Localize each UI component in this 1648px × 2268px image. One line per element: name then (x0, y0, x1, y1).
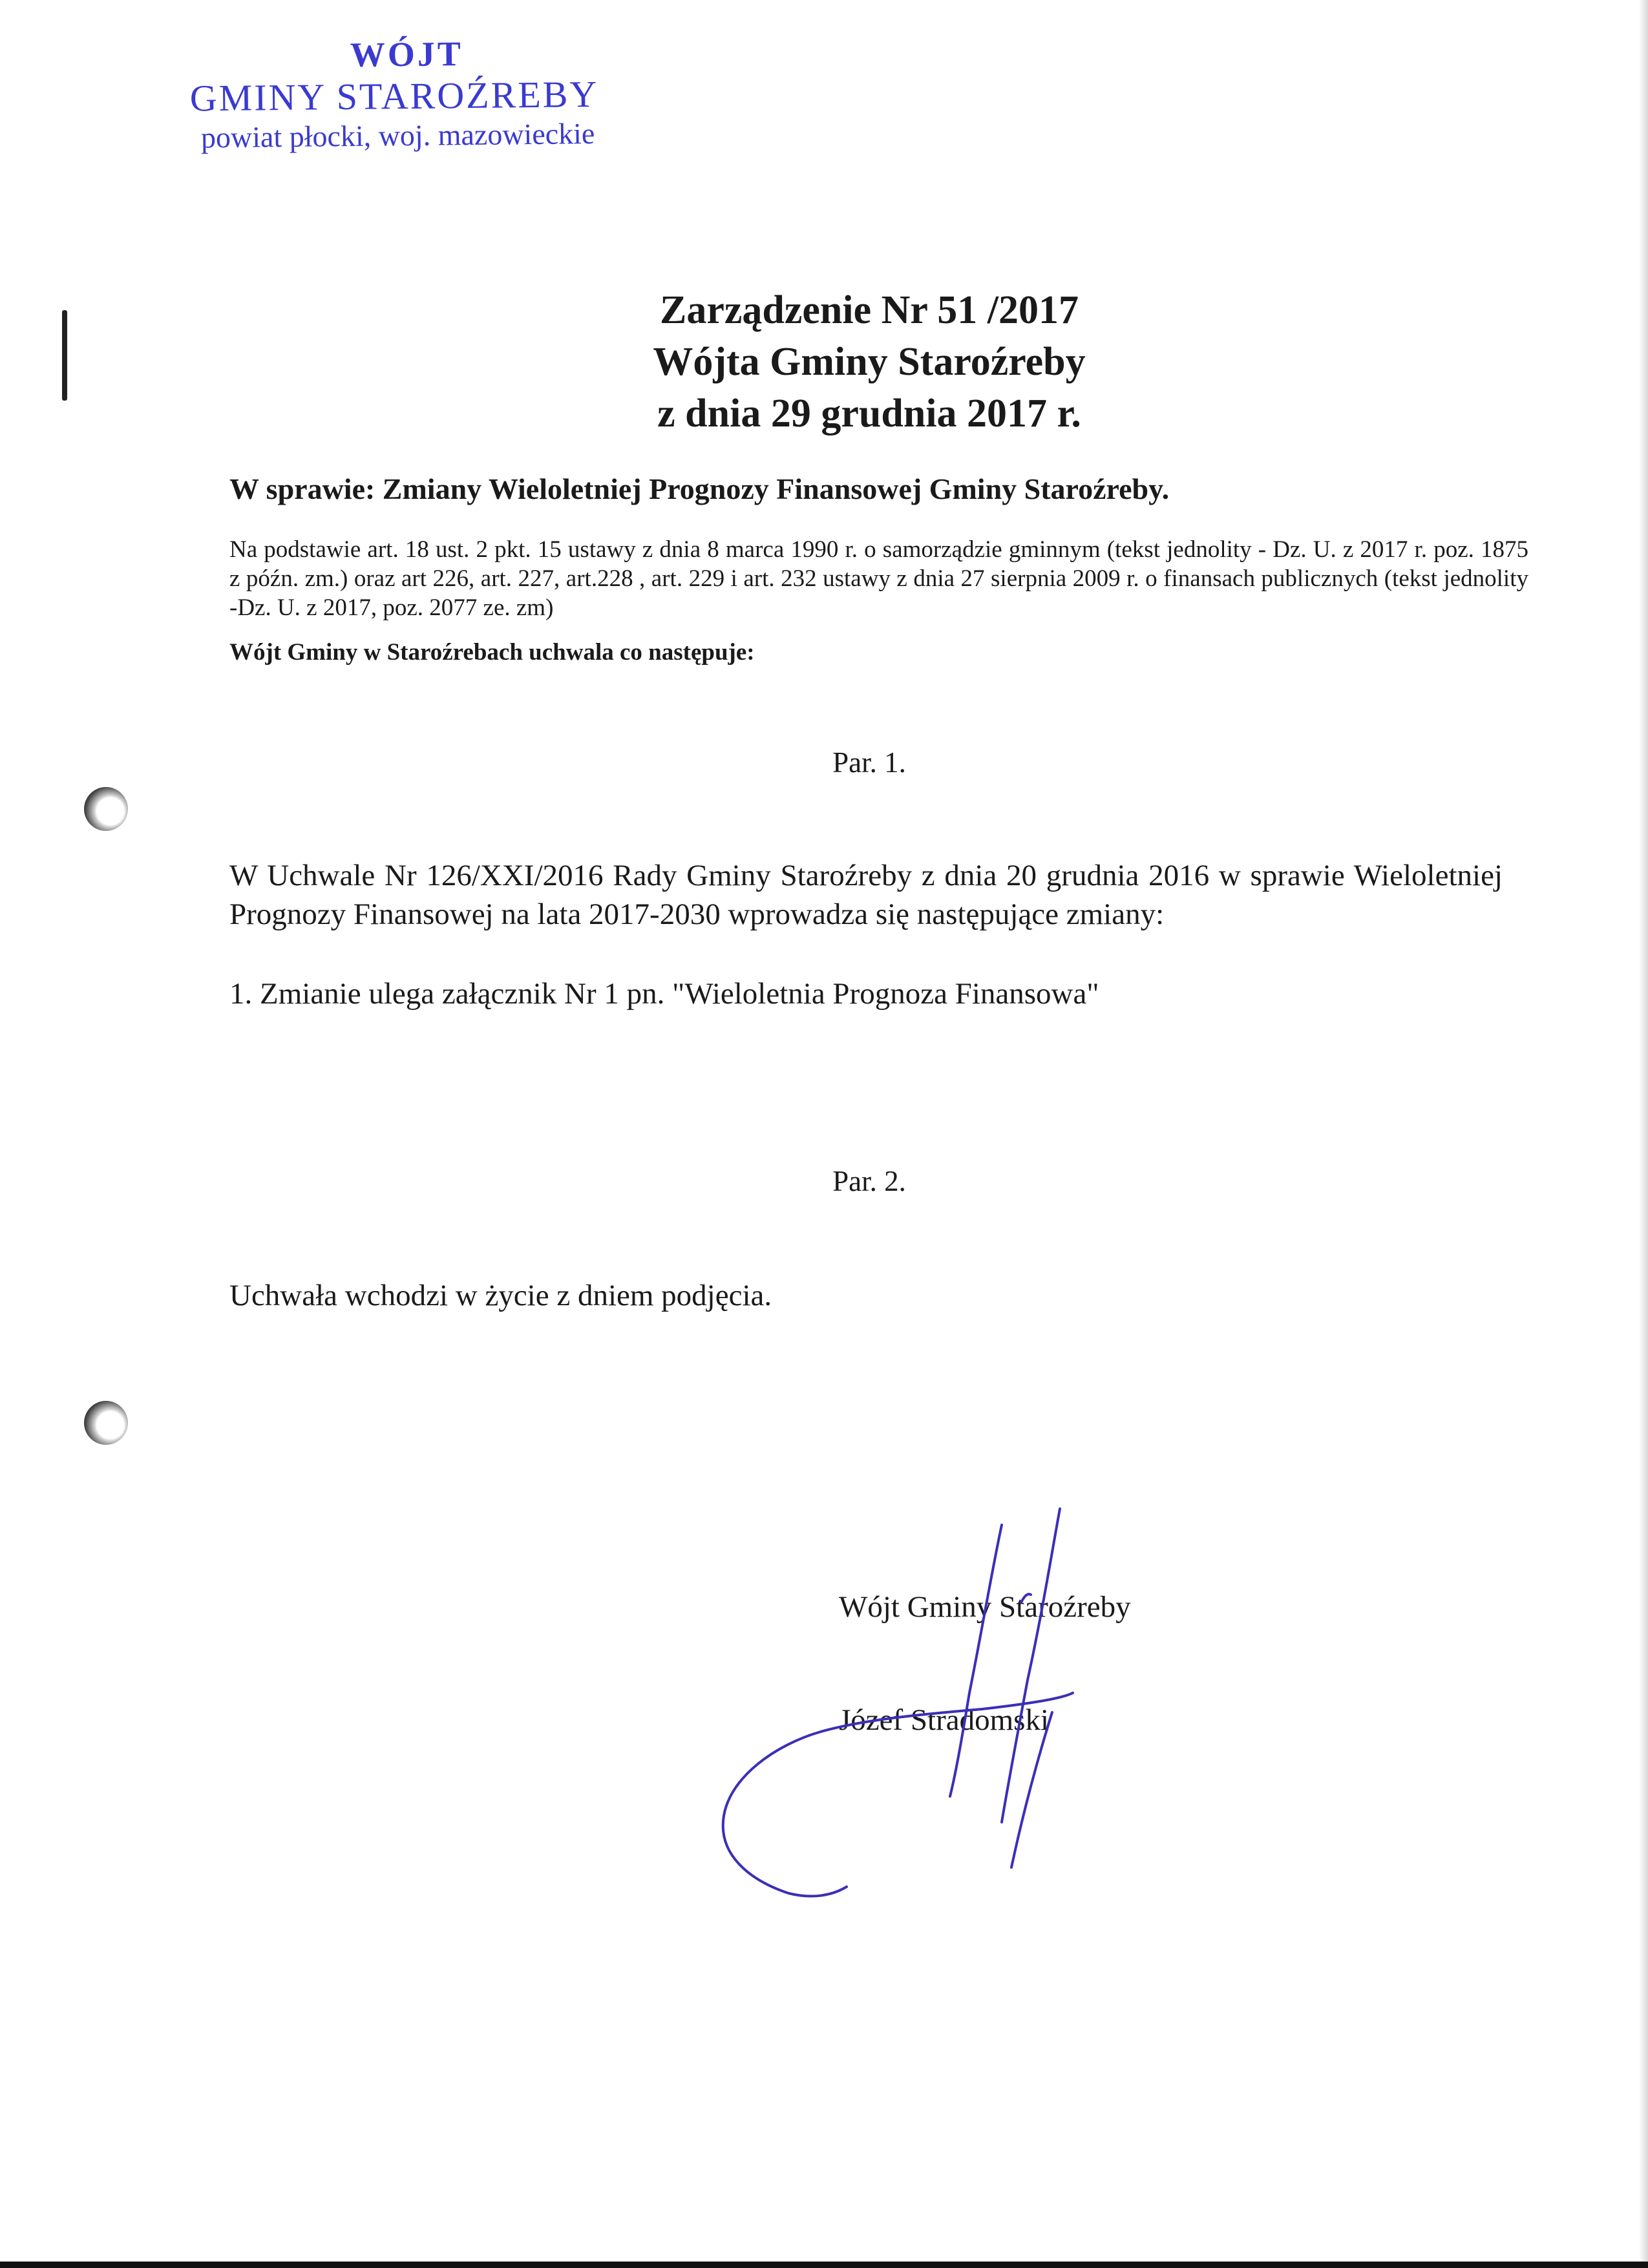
office-stamp (180, 31, 634, 156)
resolution-statement: Wójt Gminy w Staroźrebach uchwala co następuje: (229, 639, 755, 666)
document-subject: W sprawie: Zmiany Wieloletniej Prognozy Finansowej Gminy Staroźreby. (229, 472, 1170, 505)
punch-hole-top (84, 787, 128, 831)
paragraph-1-item-1: 1. Zmianie ulega załącznik Nr 1 pn. "Wieloletnia Prognoza Finansowa" (229, 977, 1099, 1011)
stamp-line-2: GMINY STAROŹREBY (189, 72, 599, 120)
signatory-name: Józef Stradomski (839, 1703, 1050, 1737)
paragraph-1-heading: Par. 1. (832, 746, 906, 779)
handwritten-signature (698, 1486, 1112, 1900)
document-title-line-2: Wójta Gminy Staroźreby (653, 340, 1086, 384)
paragraph-1-text: W Uchwale Nr 126/XXI/2016 Rady Gminy Staroźreby z dnia 20 grudnia 2016 w sprawie Wieloletniej Prognozy Finansowej na lata 2017-2030 wprowadza się następujące zmiany: (229, 859, 1503, 931)
stamp-line-1: WÓJT (350, 34, 464, 74)
signatory-title: Wójt Gminy Staroźreby (839, 1590, 1131, 1624)
stamp-line-3: powiat płocki, woj. mazowieckie (200, 116, 595, 154)
scan-bottom-edge (0, 2262, 1648, 2268)
document-title-line-1: Zarządzenie Nr 51 /2017 (659, 288, 1079, 332)
punch-hole-bottom (84, 1401, 128, 1445)
document-title-line-3: z dnia 29 grudnia 2017 r. (657, 392, 1081, 436)
legal-basis-text: Na podstawie art. 18 ust. 2 pkt. 15 ustawy z dnia 8 marca 1990 r. o samorządzie gminnym (tekst jednolity - Dz. U. z 2017 r. poz. 1875 z późn. zm.) oraz art 226, art. 227, art.228 , art. 229 i art. 232 ustawy z dnia 27 sierpnia 2009 r. o finansach publicznych (tekst jednolity -Dz. U. z 2017, poz. 2077 ze. zm) (229, 536, 1528, 621)
paragraph-2-text: Uchwała wchodzi w życie z dniem podjęcia. (229, 1279, 772, 1312)
paragraph-2-heading: Par. 2. (832, 1165, 906, 1197)
